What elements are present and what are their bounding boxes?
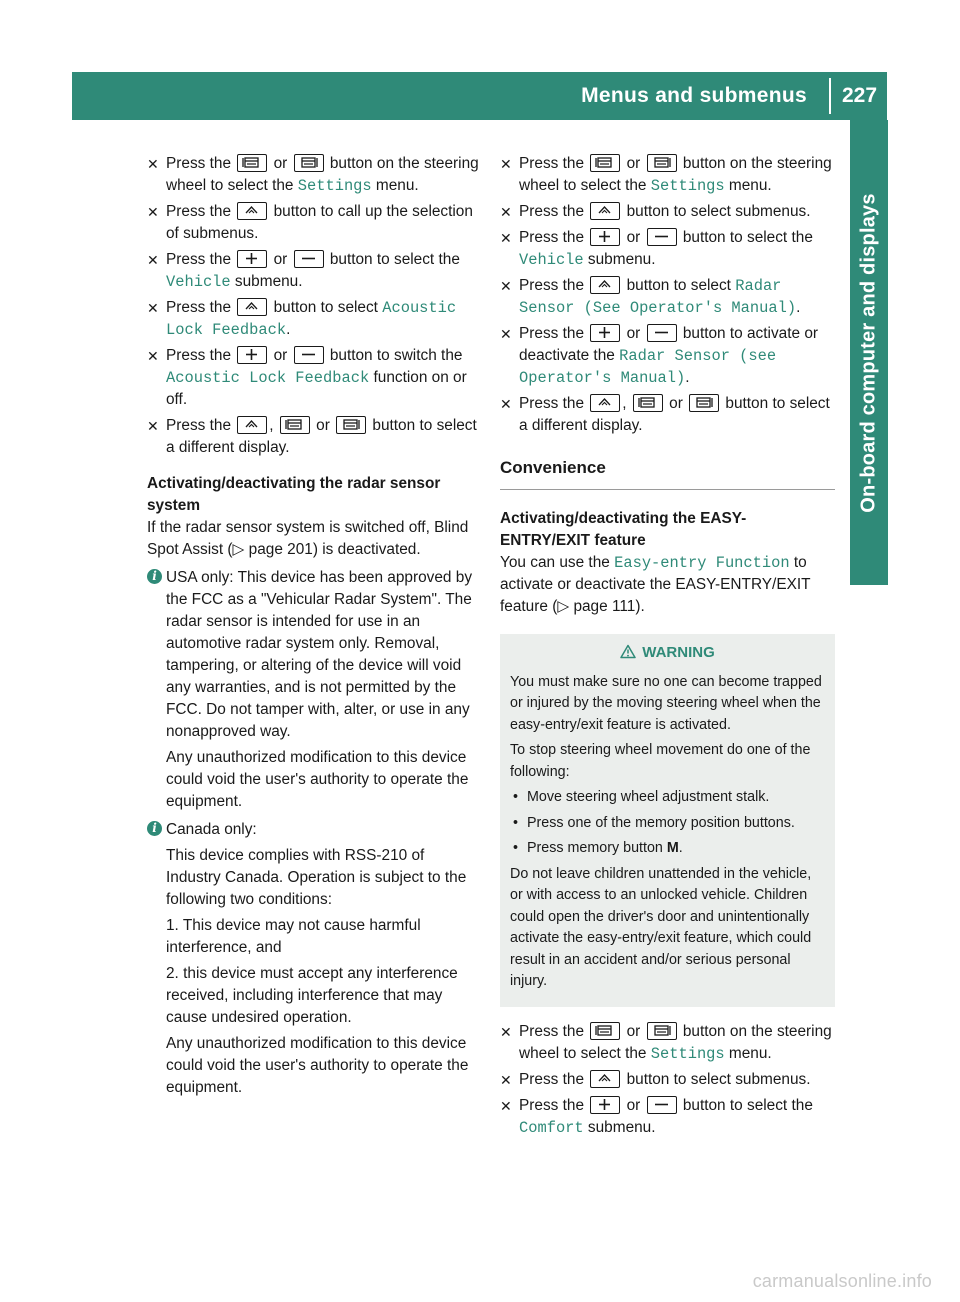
minus-icon (647, 324, 677, 342)
list-item: • Press one of the memory position buttons. (510, 813, 825, 835)
step: ✕ Press the or button to switch the Acoustic Lock Feedback function on or off. (147, 347, 467, 408)
page-reference: ▷ page 201 (232, 541, 313, 558)
step: ✕ Press the button to call up the selection of submenus. (147, 203, 473, 242)
menu-name: Settings (650, 1044, 725, 1063)
step-arrow-icon: ✕ (147, 300, 159, 316)
step: ✕ Press the or button on the steering wheel to select the Settings menu. (500, 1022, 832, 1063)
watermark[interactable]: carmanualsonline.info (752, 1271, 932, 1291)
menu-name: Acoustic Lock Feedback (166, 369, 370, 387)
step: ✕ Press the or button on the steering wheel to select the Settings menu. (147, 155, 479, 195)
info-icon: i (147, 821, 162, 836)
step-arrow-icon: ✕ (147, 418, 159, 434)
back-icon (237, 202, 267, 220)
step-arrow-icon: ✕ (147, 348, 159, 364)
paragraph: If the radar sensor system is switched off, Blind Spot Assist (▷ page 201) is deactivated. (147, 519, 469, 558)
plus-icon (590, 324, 620, 342)
display-next-icon (647, 154, 677, 172)
side-tab-label: On-board computer and displays (858, 192, 881, 513)
header-divider (829, 78, 831, 114)
step-arrow-icon: ✕ (500, 1097, 512, 1114)
menu-name: Radar Sensor (See Operator's Manual) (519, 277, 797, 317)
info-icon: i (147, 569, 162, 584)
menu-name: Settings (650, 177, 725, 195)
section-heading: Convenience (500, 455, 835, 490)
right-column (500, 153, 835, 1143)
step: ✕ Press the or button to select the Vehicle submenu. (147, 251, 460, 291)
back-icon (590, 276, 620, 294)
step-arrow-icon: ✕ (500, 396, 512, 412)
step: ✕ Press the or button to select the Vehicle submenu. (500, 229, 813, 269)
step: ✕ Press the button to select submenus. (500, 1069, 835, 1091)
display-prev-icon (633, 394, 663, 412)
subsection-heading: Activating/deactivating the EASY-ENTRY/EXIT feature (500, 510, 747, 549)
minus-icon (294, 346, 324, 364)
display-prev-icon (590, 1022, 620, 1040)
page-title: Menus and submenus (581, 84, 807, 107)
step-arrow-icon: ✕ (500, 1071, 512, 1088)
step-arrow-icon: ✕ (500, 204, 512, 220)
display-next-icon (294, 154, 324, 172)
info-note: i Canada only: This device complies with RSS-210 of Industry Canada. Operation is subject to the following two conditions: 1. This device may not cause harmful interference, and 2. this device must accept any interference received, including interference that may cause undesired operation. Any unauthorized modification to this device could void the user's authority to operate the equipment. (147, 819, 482, 1099)
step: ✕ Press the or button on the steering wheel to select the Settings menu. (500, 155, 832, 195)
left-column (147, 153, 482, 1105)
header-bar (72, 72, 887, 120)
step: ✕ Press the or button to activate or deactivate the Radar Sensor (see Operator's Manual). (500, 325, 819, 387)
minus-icon (647, 1096, 677, 1114)
menu-name: Easy-entry Function (614, 554, 790, 572)
display-next-icon (336, 416, 366, 434)
list-item: • Press memory button M. (510, 838, 825, 860)
menu-name: Radar Sensor (see Operator's Manual) (519, 347, 777, 387)
minus-icon (294, 250, 324, 268)
minus-icon (647, 228, 677, 246)
display-prev-icon (280, 416, 310, 434)
list-item: • Move steering wheel adjustment stalk. (510, 787, 825, 809)
step-arrow-icon: ✕ (147, 252, 159, 268)
back-icon (237, 416, 267, 434)
plus-icon (237, 250, 267, 268)
step-arrow-icon: ✕ (500, 230, 512, 246)
page-reference: ▷ page 111 (557, 598, 636, 615)
step-arrow-icon: ✕ (500, 278, 512, 294)
back-icon (590, 202, 620, 220)
display-next-icon (689, 394, 719, 412)
info-note: i USA only: This device has been approved by the FCC as a "Vehicular Radar System". The radar sensor is intended for use in an automotive radar system only. Removal, tampering, or altering of the device will void any warranties, and is not permitted by the FCC. Do not tamper with, alter, or use in any nonapproved way. Any unauthorized modification to this device could void the user's authority to operate the equipment. (147, 567, 482, 813)
warning-title: WARNING (510, 642, 825, 666)
step: ✕ Press the or button to select the Comfort submenu. (500, 1096, 813, 1137)
step: ✕ Press the , or button to select a different display. (500, 395, 830, 434)
back-icon (590, 394, 620, 412)
back-icon (237, 298, 267, 316)
step: ✕ Press the button to select Radar Sensor (See Operator's Manual). (500, 277, 801, 317)
plus-icon (590, 228, 620, 246)
subsection-heading: Activating/deactivating the radar sensor system (147, 475, 441, 514)
step: ✕ Press the button to select Acoustic Lock Feedback. (147, 299, 457, 339)
step: ✕ Press the , or button to select a different display. (147, 417, 477, 456)
menu-name: Settings (297, 177, 372, 195)
plus-icon (237, 346, 267, 364)
display-prev-icon (237, 154, 267, 172)
step-arrow-icon: ✕ (500, 156, 512, 172)
page-number: 227 (841, 84, 878, 107)
step-arrow-icon: ✕ (500, 1023, 512, 1040)
paragraph: You can use the Easy-entry Function to activate or deactivate the EASY-ENTRY/EXIT feature (▷ page 111). (500, 554, 811, 615)
warning-box: WARNING You must make sure no one can become trapped or injured by the moving steering wheel when the easy-entry/exit feature is activated. To stop steering wheel movement do one of the following: • Move steering wheel adjustment stalk. • Press one of the memory position buttons. • Press memory button M. Do not leave children unattended in the vehicle, or with access to an unlocked vehicle. Children could open the driver's door and unintentionally activate the easy-entry/exit feature, which could result in an accident and/or serious personal injury. (500, 634, 835, 1007)
warning-icon (620, 644, 636, 666)
display-next-icon (647, 1022, 677, 1040)
display-prev-icon (590, 154, 620, 172)
menu-name: Vehicle (519, 251, 584, 269)
plus-icon (590, 1096, 620, 1114)
step-arrow-icon: ✕ (500, 326, 512, 342)
back-icon (590, 1070, 620, 1088)
step-arrow-icon: ✕ (147, 204, 159, 220)
menu-name: Vehicle (166, 273, 231, 291)
menu-name: Comfort (519, 1118, 584, 1137)
step-arrow-icon: ✕ (147, 156, 159, 172)
step: ✕ Press the button to select submenus. (500, 201, 835, 223)
side-tab-marker (850, 542, 888, 584)
side-tab (850, 120, 888, 585)
menu-name: Acoustic Lock Feedback (166, 299, 457, 339)
